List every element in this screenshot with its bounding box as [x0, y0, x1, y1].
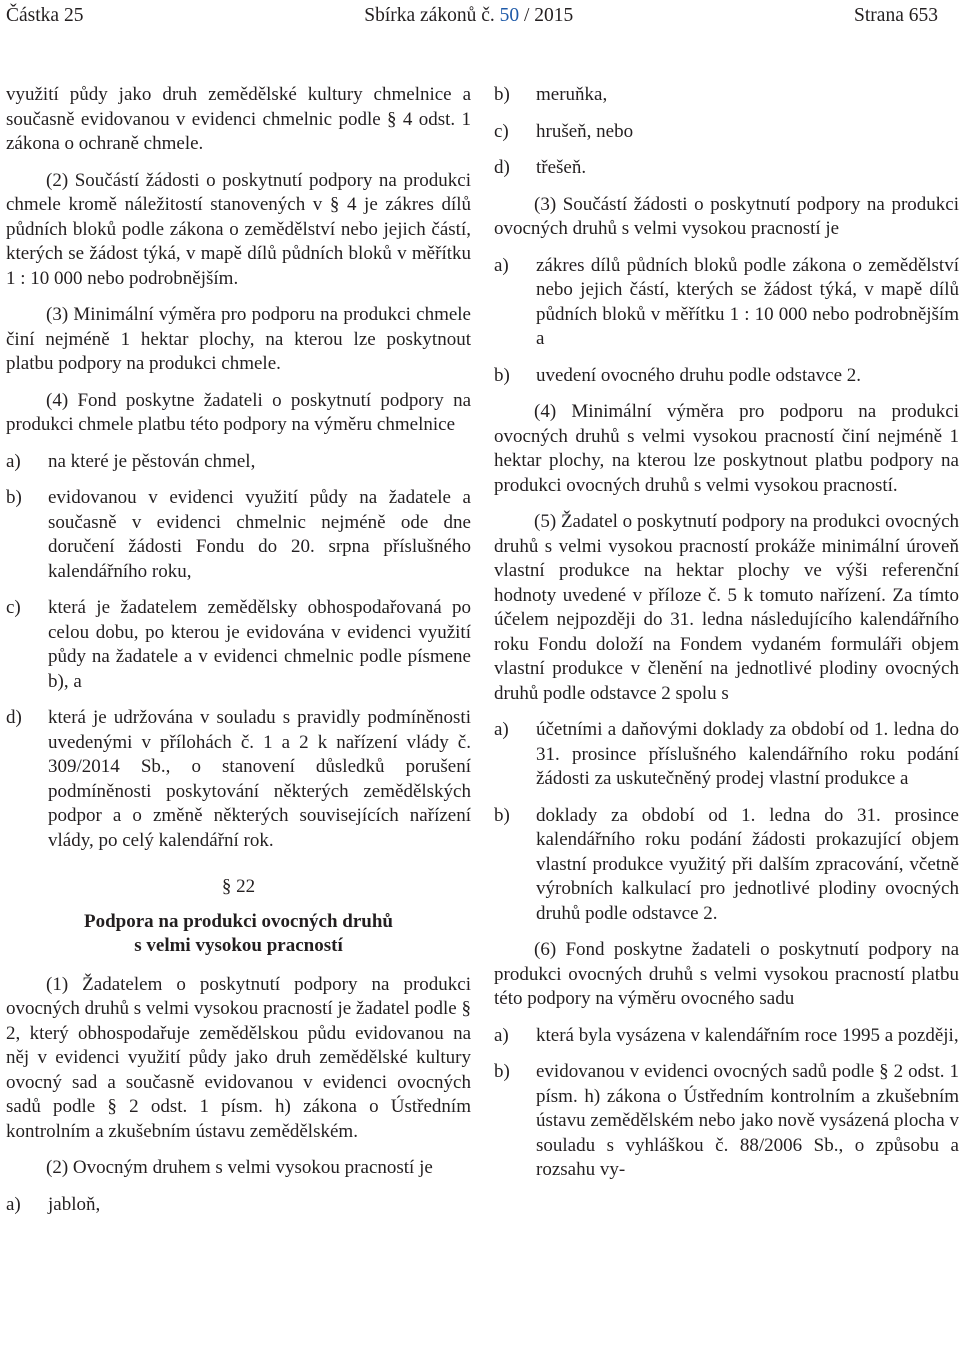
list-item-text: účetními a daňovými doklady za období od 1. ledna do 31. prosince příslušného kalendářního roku podání žádosti za uskutečněný prodej vlastní produkce a	[536, 719, 959, 789]
section-paragraph-2: (2) Ovocným druhem s velmi vysokou pracností je	[46, 1157, 433, 1178]
list-item	[494, 254, 959, 352]
list-item	[6, 450, 471, 475]
list-item-text: třešeň.	[536, 157, 587, 178]
list-item-label: a)	[494, 719, 509, 740]
list-item-text: evidovanou v evidenci ovocných sadů podle § 2 odst. 1 písm. h) zákona o Ústředním kontrolním a zkušebním ústavu zemědělském nebo jako nově vysázená plocha v souladu s vyhláškou č. 88/2006 Sb., o způsobu a rozsahu vy-	[536, 1061, 959, 1180]
list-item	[494, 718, 959, 792]
list-item-label: b)	[494, 804, 510, 826]
list-item	[6, 486, 471, 584]
list-item	[494, 120, 959, 145]
list-paragraph-4	[6, 450, 471, 854]
list-item-label: a)	[494, 1024, 509, 1046]
section-number: § 22	[221, 876, 256, 897]
paragraph-2: (2) Součástí žádosti o poskytnutí podpory na produkci chmele kromě náležitostí stanovených v § 4 je zákres dílů půdních bloků podle zákona o zemědělství nebo jejich částí, kterých se žádost týká, v mapě dílů půdních bloků v měřítku 1 : 10 000 nebo podrobnějším.	[6, 169, 471, 289]
header-collection-title	[364, 4, 573, 30]
list-item-label: d)	[494, 157, 510, 178]
list-item	[494, 1060, 959, 1183]
paragraph-continuation: využití půdy jako druh zemědělské kultury chmelnice a současně evidovanou v evidenci chmelnic podle § 4 odst. 1 zákona o ochraně chmele.	[6, 84, 471, 154]
header-collection-number: 50	[499, 5, 520, 26]
list-item	[6, 706, 471, 853]
paragraph-6: (6) Fond poskytne žadateli o poskytnutí podpory na produkci ovocných druhů s velmi vysokou pracností platbu této podpory na výměru ovocného sadu	[494, 939, 959, 1009]
paragraph-4: (4) Fond poskytne žadateli o poskytnutí podpory na produkci chmele platbu této podpory na výměru chmelnice	[6, 389, 471, 435]
list-item-label: a)	[494, 254, 509, 276]
list-item-label: b)	[6, 487, 22, 508]
list-item	[494, 156, 959, 181]
list-item-text: evidovanou v evidenci využití půdy na žadatele a současně v evidenci chmelnic nejméně ode dne doručení žádosti Fondu do 20. srpna příslušného kalendářního roku,	[48, 487, 471, 582]
list-item	[494, 804, 959, 927]
section-title-line-2: s velmi vysokou pracností	[134, 935, 343, 956]
list-item	[494, 1024, 959, 1049]
list-item-text: uvedení ovocného druhu podle odstavce 2.	[536, 364, 862, 386]
section-paragraph-1: (1) Žadatelem o poskytnutí podpory na produkci ovocných druhů s velmi vysokou pracností je žadatel podle § 2, který obhospodařuje zemědělskou půdu evidovanou na něj v evidenci využití půdy jako druh zemědělské kultury ovocný sad a současně evidovanou v evidenci ovocných sadů podle § 2 odst. 1 písm. h) zákona o Ústředním kontrolním a zkušebním ústavu zemědělském.	[6, 973, 471, 1142]
list-item-label: d)	[6, 707, 22, 728]
list-item	[494, 83, 959, 108]
left-column	[6, 83, 471, 1229]
list-item-text: meruňka,	[536, 84, 608, 105]
list-paragraph-3	[494, 254, 959, 389]
paragraph-3: (3) Minimální výměra pro podporu na produkci chmele činí nejméně 1 hektar plochy, na kterou lze poskytnout platbu podpory na produkci chmele.	[6, 304, 471, 374]
header-collection-prefix: Sbírka zákonů č.	[364, 5, 495, 26]
header-collection-year: / 2015	[523, 5, 574, 26]
list-item-label: b)	[494, 1061, 510, 1082]
list-item-text: na které je pěstován chmel,	[48, 450, 256, 472]
page-header	[6, 4, 938, 30]
section-title-line-1: Podpora na produkci ovocných druhů	[83, 910, 393, 932]
list-item-text: která je udržována v souladu s pravidly podmíněnosti uvedenými v přílohách č. 1 a 2 k nařízení vlády č. 309/2014 Sb., o stanovení důsledků porušení podmíněnosti poskytování některých zemědělských podpor a o změně některých souvisejících nařízení vlády, po celý kalendářní rok.	[48, 707, 471, 851]
list-item-label: c)	[494, 120, 509, 142]
list-item-label: b)	[494, 364, 510, 386]
header-part-label: Částka 25	[6, 5, 84, 26]
list-paragraph-6	[494, 1024, 959, 1183]
list-item	[6, 1193, 471, 1218]
list-item-text: která je žadatelem zemědělsky obhospodařovaná po celou dobu, po kterou je evidována v evidenci využití půdy na žadatele a v evidenci chmelnic podle písmene b), a	[48, 597, 471, 692]
list-item-text: jabloň,	[48, 1193, 101, 1215]
paragraph-3: (3) Součástí žádosti o poskytnutí podpory na produkci ovocných druhů s velmi vysokou pracností je	[494, 193, 959, 239]
list-item-label: a)	[6, 1193, 21, 1215]
list-item-text: zákres dílů půdních bloků podle zákona o zemědělství nebo jejich částí, kterých se žádost týká, v mapě dílů půdních bloků v měřítku 1 : 10 000 nebo podrobnějším a	[536, 254, 959, 349]
header-page-number: Strana 653	[854, 5, 938, 26]
list-item-text: hrušeň, nebo	[536, 120, 634, 142]
list-item-label: b)	[494, 84, 510, 105]
list-item	[494, 364, 959, 389]
right-column	[494, 83, 959, 1195]
paragraph-5: (5) Žadatel o poskytnutí podpory na produkci ovocných druhů s velmi vysokou pracností prokáže minimální úroveň vlastní produkce na hektar plochy ve výši referenční hodnoty uvedené v příloze č. 5 k tomuto nařízení. Za tímto účelem nejpozději do 31. ledna následujícího kalendářního roku Fondu doloží na Fondem vydaném formuláři objem vlastní produkce v členění na jednotlivé plodiny ovocných druhů podle odstavce 2 spolu s	[494, 511, 959, 704]
paragraph-4: (4) Minimální výměra pro podporu na produkci ovocných druhů s velmi vysokou pracností činí nejméně 1 hektar plochy, na kterou lze poskytnout platbu podpory na produkci ovocných druhů s velmi vysokou pracností.	[494, 401, 959, 496]
section-title	[6, 910, 471, 959]
list-item	[6, 596, 471, 694]
list-item-label: c)	[6, 597, 21, 618]
list-item-label: a)	[6, 450, 21, 472]
list-fruit-types	[494, 83, 959, 181]
list-item-text: doklady za období od 1. ledna do 31. prosince kalendářního roku podání žádosti prokazující objem vlastní produkce využitý při dalším zpracování, včetně výrobních kalkulací pro jednotlivé plodiny ovocných druhů podle odstavce 2.	[536, 804, 959, 924]
list-paragraph-5	[494, 718, 959, 926]
list-item-text: která byla vysázena v kalendářním roce 1995 a později,	[536, 1024, 959, 1046]
